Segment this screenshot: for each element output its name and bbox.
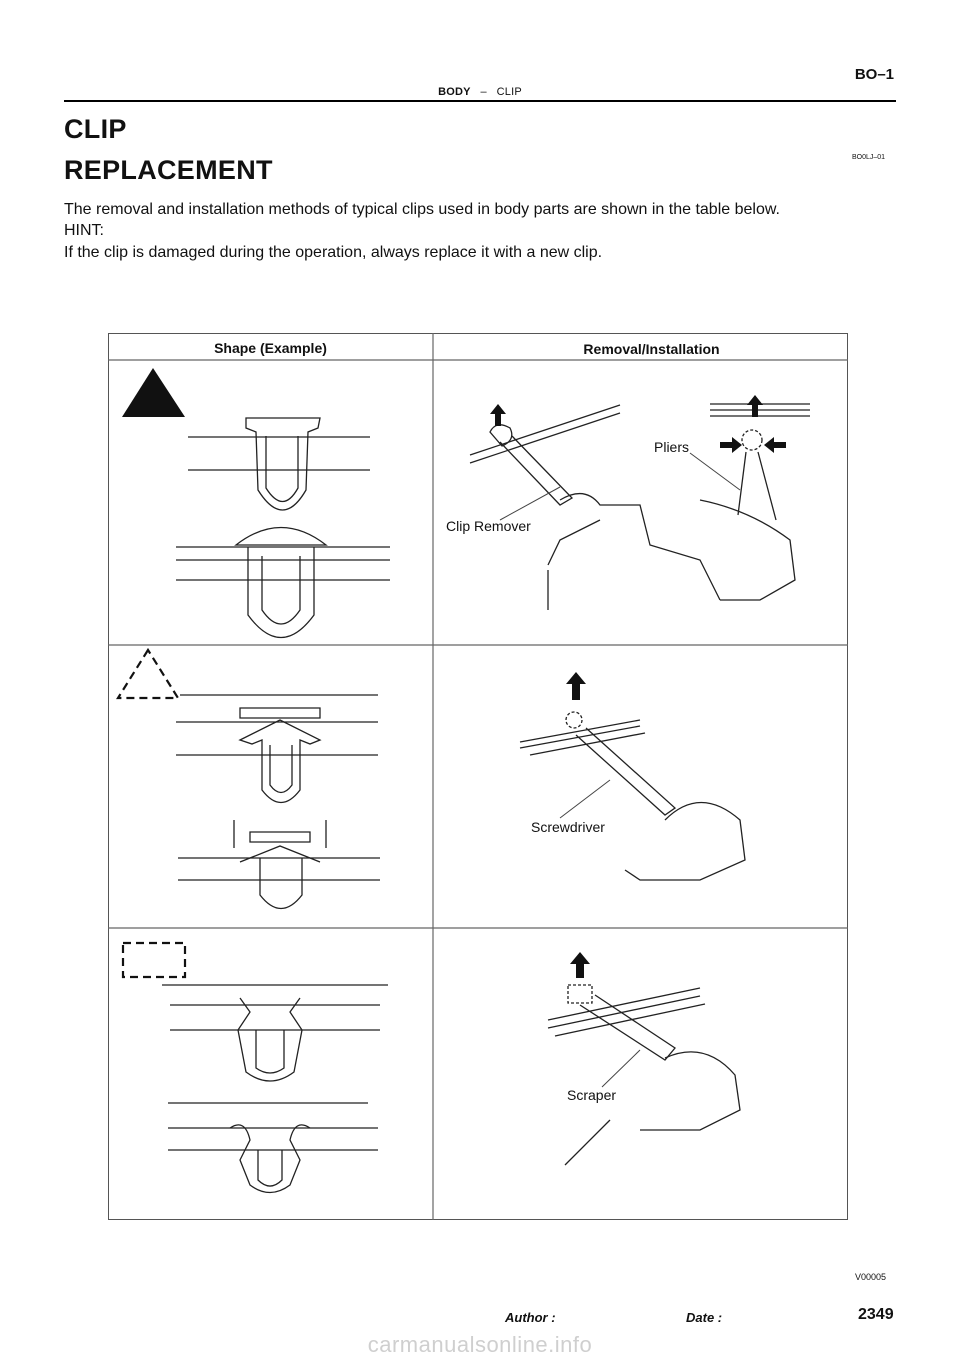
label-pliers: Pliers <box>654 439 690 455</box>
header-topic: CLIP <box>496 86 522 98</box>
label-scraper: Scraper <box>567 1087 617 1103</box>
leader-line-scraper <box>602 1050 640 1087</box>
left-arrow-icon <box>764 437 786 453</box>
header-dash: – <box>480 86 487 98</box>
leader-lines-1 <box>500 453 740 520</box>
page-number: 2349 <box>858 1306 894 1323</box>
solid-triangle-icon <box>122 368 185 417</box>
intro-text: The removal and installation methods of typical clips used in body parts are shown in the table below. <box>64 201 780 218</box>
leader-line-screwdriver <box>560 780 610 818</box>
dashed-rectangle-icon <box>123 943 185 977</box>
clip-drawing-2 <box>176 695 380 909</box>
column-header-removal: Removal/Installation <box>583 341 720 357</box>
up-arrow-icon <box>490 404 506 426</box>
watermark: carmanualsonline.info <box>367 1332 593 1357</box>
footer-author: Author : <box>505 1310 556 1325</box>
label-screwdriver: Screwdriver <box>531 819 605 835</box>
header-section: BODY <box>438 86 471 98</box>
clip-drawing-1 <box>176 418 390 638</box>
hint-text: If the clip is damaged during the operation, always replace it with a new clip. <box>64 244 603 261</box>
up-arrow-icon <box>570 952 590 978</box>
section-title: REPLACEMENT <box>64 155 273 185</box>
scraper-drawing <box>548 985 740 1165</box>
page-code: BO–1 <box>854 66 894 83</box>
right-arrow-icon <box>720 437 742 453</box>
page-title: CLIP <box>64 114 127 144</box>
reference-code: BO0LJ–01 <box>852 154 886 161</box>
up-arrow-icon <box>747 395 763 417</box>
hint-label: HINT: <box>64 222 104 239</box>
column-header-shape: Shape (Example) <box>214 340 327 356</box>
screwdriver-drawing <box>520 712 745 880</box>
label-clip-remover: Clip Remover <box>446 518 531 534</box>
figure-code: V00005 <box>855 1272 887 1282</box>
footer-date: Date : <box>686 1310 723 1325</box>
up-arrow-icon <box>566 672 586 700</box>
clip-drawing-3 <box>162 985 388 1193</box>
dashed-triangle-icon <box>118 650 178 698</box>
clip-remover-pliers-drawing <box>470 404 810 610</box>
